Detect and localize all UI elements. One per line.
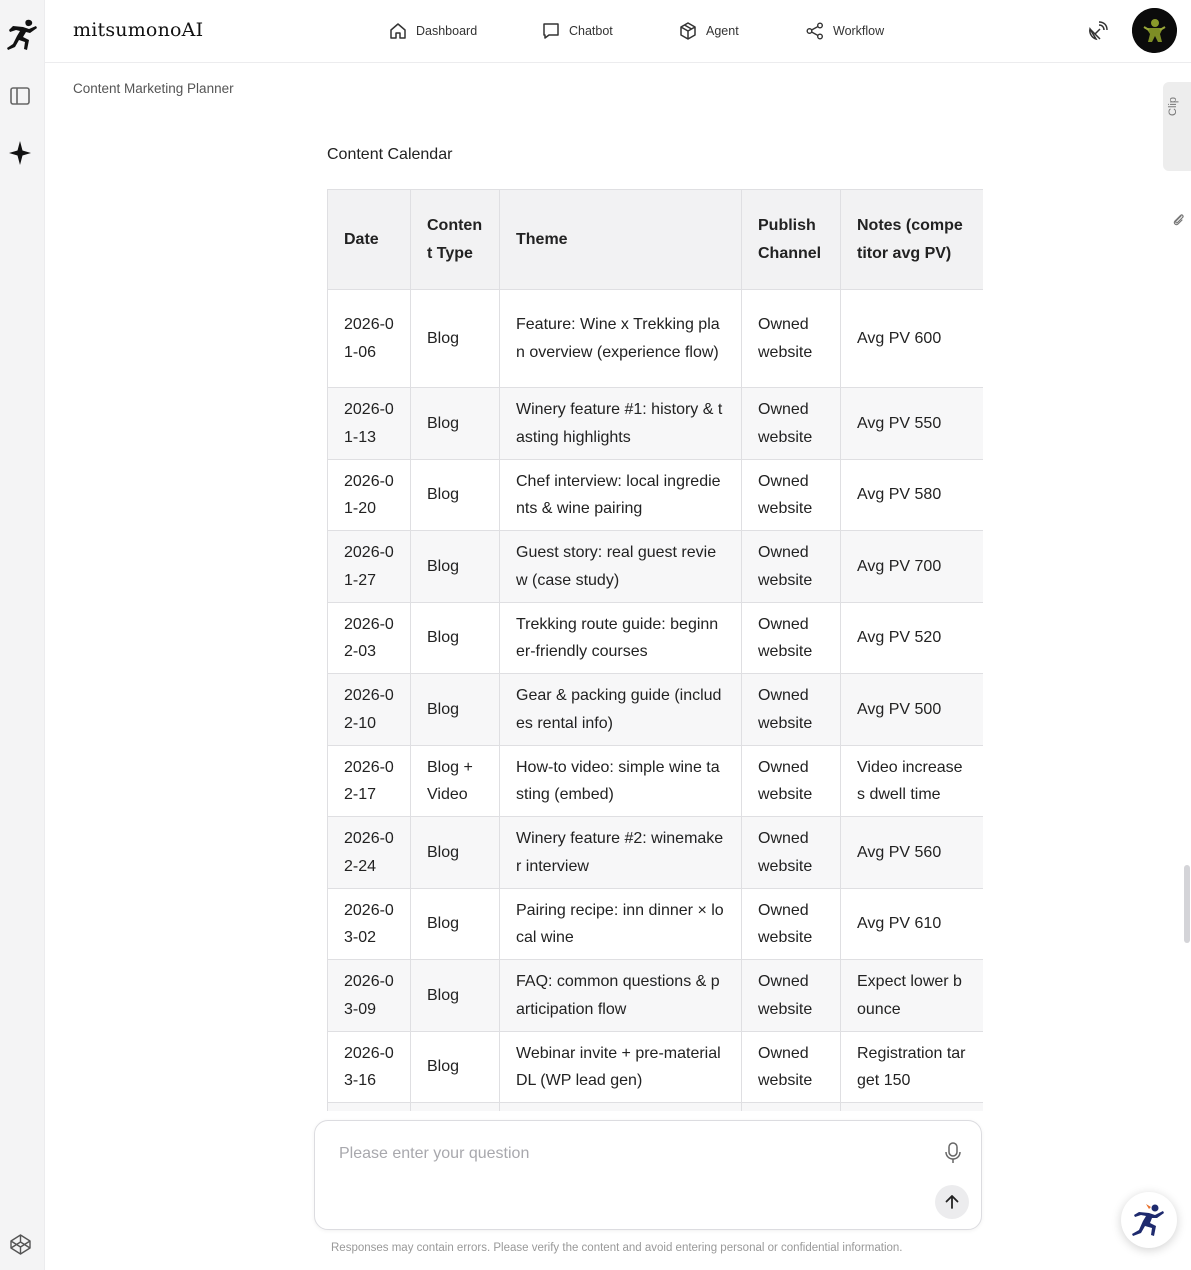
section-title: Content Calendar [327, 146, 453, 163]
table-row [328, 290, 984, 388]
question-composer [314, 1120, 982, 1230]
nav-chatbot-label: Chatbot [569, 24, 613, 38]
table-row [328, 531, 984, 603]
cell-publish-channel: Owned website [742, 603, 841, 674]
cell-publish-channel: Owned website [742, 746, 841, 817]
cell-notes: Avg PV 580 [841, 460, 984, 531]
cell-theme: Feature: Wine x Trekking plan overview (experience flow) [500, 290, 742, 388]
top-header [45, 0, 1191, 63]
cell-date: 2026-03-09 [328, 960, 411, 1032]
header-date: Date [328, 190, 411, 290]
cell-content-type: Blog [411, 817, 500, 889]
cell-notes: Registration target 150 [841, 1032, 984, 1103]
cell-theme: How-to video: simple wine tasting (embed) [500, 746, 742, 817]
cell-theme: Winery feature #2: winemaker interview [500, 817, 742, 889]
cell-content-type: Blog [411, 290, 500, 388]
cell-notes: Avg PV 700 [841, 531, 984, 603]
header-publish-channel: Publish Channel [742, 190, 841, 290]
nav-agent-label: Agent [706, 24, 739, 38]
nav-chatbot[interactable] [541, 21, 613, 41]
home-icon [388, 21, 408, 41]
cell-theme: Webinar invite + pre-material DL (WP lead gen) [500, 1032, 742, 1103]
cell-date: 2026-02-24 [328, 817, 411, 889]
cell-content-type: Blog + Video [411, 746, 500, 817]
cell-theme: FAQ: common questions & participation flow [500, 960, 742, 1032]
cell-notes: Avg PV 560 [841, 817, 984, 889]
cell-notes: Avg PV 610 [841, 889, 984, 960]
clip-label: Clip [1167, 97, 1179, 116]
table-row [328, 889, 984, 960]
cell-publish-channel: Owned website [742, 960, 841, 1032]
breadcrumb: Content Marketing Planner [73, 81, 234, 96]
cell-publish-channel: Owned website [742, 290, 841, 388]
cell-content-type: Blog [411, 388, 500, 460]
satellite-dish-icon[interactable] [1085, 20, 1109, 44]
cell-date: 2026-01-20 [328, 460, 411, 531]
cell-theme: Trekking route guide: beginner-friendly courses [500, 603, 742, 674]
cell-publish-channel: Owned website [742, 460, 841, 531]
cell-date: 2026-01-27 [328, 531, 411, 603]
cell-notes: Expect lower bounce [841, 960, 984, 1032]
cell-notes: Avg PV 600 [841, 290, 984, 388]
runner-mascot-icon [1129, 1200, 1169, 1240]
content-calendar-table-wrap [327, 189, 983, 1111]
cell-theme: Winery feature #1: history & tasting highlights [500, 388, 742, 460]
cell-publish-channel: Owned website [742, 817, 841, 889]
cube-icon [678, 21, 698, 41]
cell-publish-channel: Owned website [742, 1032, 841, 1103]
header-notes: Notes (competitor avg PV) [841, 190, 984, 290]
runner-logo-icon[interactable] [5, 17, 39, 55]
cell-publish-channel [742, 1103, 841, 1112]
content-calendar-table [327, 189, 983, 1111]
header-theme: Theme [500, 190, 742, 290]
cell-theme: Pairing recipe: inn dinner × local wine [500, 889, 742, 960]
table-row [328, 1103, 984, 1112]
arrow-up-icon [943, 1193, 961, 1211]
table-row [328, 603, 984, 674]
codepen-cube-icon[interactable] [9, 1233, 32, 1256]
assistant-fab-button[interactable] [1121, 1192, 1177, 1248]
table-row [328, 960, 984, 1032]
cell-publish-channel: Owned website [742, 889, 841, 960]
clip-side-tab[interactable] [1163, 82, 1191, 171]
nav-dashboard-label: Dashboard [416, 24, 478, 38]
disclaimer-text: Responses may contain errors. Please verify the content and avoid entering personal or confidential information. [331, 1242, 903, 1254]
cell-theme: Guest story: real guest review (case study) [500, 531, 742, 603]
cell-notes: Avg PV 520 [841, 603, 984, 674]
cell-content-type: Blog [411, 531, 500, 603]
left-rail [0, 0, 45, 1270]
cell-content-type: Blog [411, 1032, 500, 1103]
cell-content-type: Blog [411, 603, 500, 674]
table-row [328, 388, 984, 460]
send-button[interactable] [935, 1185, 969, 1219]
cell-content-type: Blog [411, 460, 500, 531]
table-row [328, 1032, 984, 1103]
table-row [328, 817, 984, 889]
table-row [328, 674, 984, 746]
question-input[interactable] [339, 1141, 899, 1167]
cell-content-type: Blog [411, 960, 500, 1032]
cell-publish-channel: Owned website [742, 388, 841, 460]
cell-theme: Gear & packing guide (includes rental info) [500, 674, 742, 746]
cell-notes: Avg PV 550 [841, 388, 984, 460]
nav-workflow-label: Workflow [833, 24, 885, 38]
nav-dashboard[interactable] [388, 21, 477, 41]
nav-agent[interactable] [678, 21, 739, 41]
cell-publish-channel: Owned website [742, 531, 841, 603]
table-body [328, 290, 984, 1112]
user-avatar[interactable] [1132, 8, 1177, 53]
cell-date: 2026-02-17 [328, 746, 411, 817]
scrollbar-thumb[interactable] [1184, 865, 1190, 943]
table-row [328, 746, 984, 817]
cell-theme [500, 1103, 742, 1112]
cell-publish-channel: Owned website [742, 674, 841, 746]
cell-content-type: Blog [411, 889, 500, 960]
cell-date: 2026-01-06 [328, 290, 411, 388]
cell-notes [841, 1103, 984, 1112]
paperclip-icon [1171, 212, 1185, 226]
cell-content-type: Blog [411, 674, 500, 746]
chat-bubble-icon [541, 21, 561, 41]
table-row [328, 460, 984, 531]
cell-date: 2026-01-13 [328, 388, 411, 460]
cell-date: 2026-02-10 [328, 674, 411, 746]
cell-theme: Chef interview: local ingredients & wine pairing [500, 460, 742, 531]
cell-date: 2026-03-16 [328, 1032, 411, 1103]
cell-date: 2026-02-03 [328, 603, 411, 674]
microphone-icon[interactable] [942, 1141, 964, 1165]
share-nodes-icon [805, 21, 825, 41]
sidebar-toggle-icon[interactable] [9, 85, 31, 107]
header-content-type: Content Type [411, 190, 500, 290]
cell-date: 2026-03-02 [328, 889, 411, 960]
cell-notes: Avg PV 500 [841, 674, 984, 746]
cell-notes: Video increases dwell time [841, 746, 984, 817]
cell-content-type [411, 1103, 500, 1112]
cell-date [328, 1103, 411, 1112]
table-header-row [328, 190, 984, 290]
brand-name[interactable]: mitsumonoAI [73, 19, 204, 41]
nav-workflow[interactable] [805, 21, 884, 41]
sparkle-icon[interactable] [8, 140, 32, 166]
